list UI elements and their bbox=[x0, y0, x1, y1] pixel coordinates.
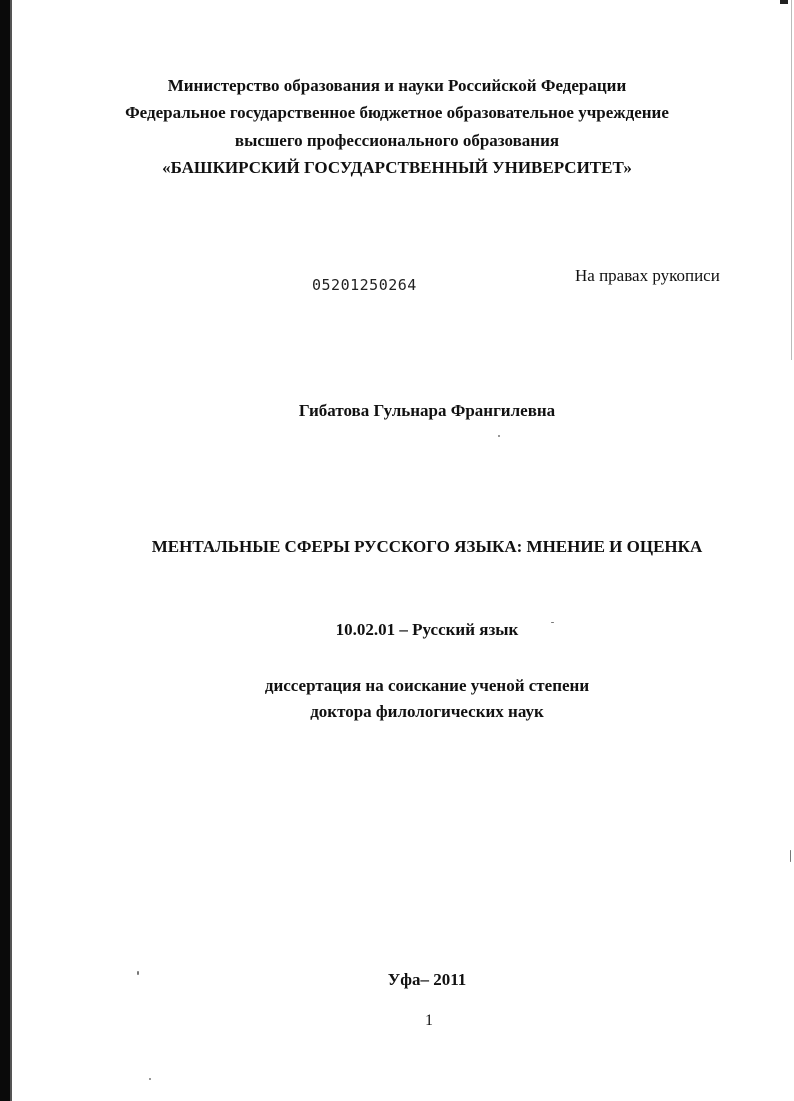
degree-line-2: доктора филологических наук bbox=[310, 702, 544, 721]
scan-edge-right bbox=[791, 0, 792, 360]
page-number: 1 bbox=[425, 1012, 433, 1029]
university-heading: «БАШКИРСКИЙ ГОСУДАРСТВЕННЫЙ УНИВЕРСИТЕТ» bbox=[162, 158, 632, 177]
registration-code: 05201250264 bbox=[312, 276, 417, 294]
manuscript-note: На правах рукописи bbox=[575, 266, 720, 285]
scan-edge-corner bbox=[780, 0, 788, 4]
dissertation-title: МЕНТАЛЬНЫЕ СФЕРЫ РУССКОГО ЯЗЫКА: МНЕНИЕ И ОЦЕНКА bbox=[151, 537, 703, 556]
author-name: Гибатова Гульнара Франгилевна bbox=[298, 401, 556, 420]
scan-speck bbox=[498, 435, 500, 437]
scan-speck bbox=[790, 850, 791, 862]
place-and-year: Уфа– 2011 bbox=[387, 970, 467, 989]
institution-type-heading: Федеральное государственное бюджетное образовательное учреждение bbox=[125, 103, 669, 122]
scan-speck bbox=[149, 1078, 151, 1080]
education-level-heading: высшего профессионального образования bbox=[234, 131, 560, 150]
degree-line-1: диссертация на соискание ученой степени bbox=[264, 676, 590, 695]
ministry-heading: Министерство образования и науки Российской Федерации bbox=[167, 76, 627, 95]
specialty-code: 10.02.01 – Русский язык bbox=[335, 620, 519, 639]
scan-speck bbox=[551, 622, 554, 623]
scan-speck bbox=[137, 971, 139, 975]
